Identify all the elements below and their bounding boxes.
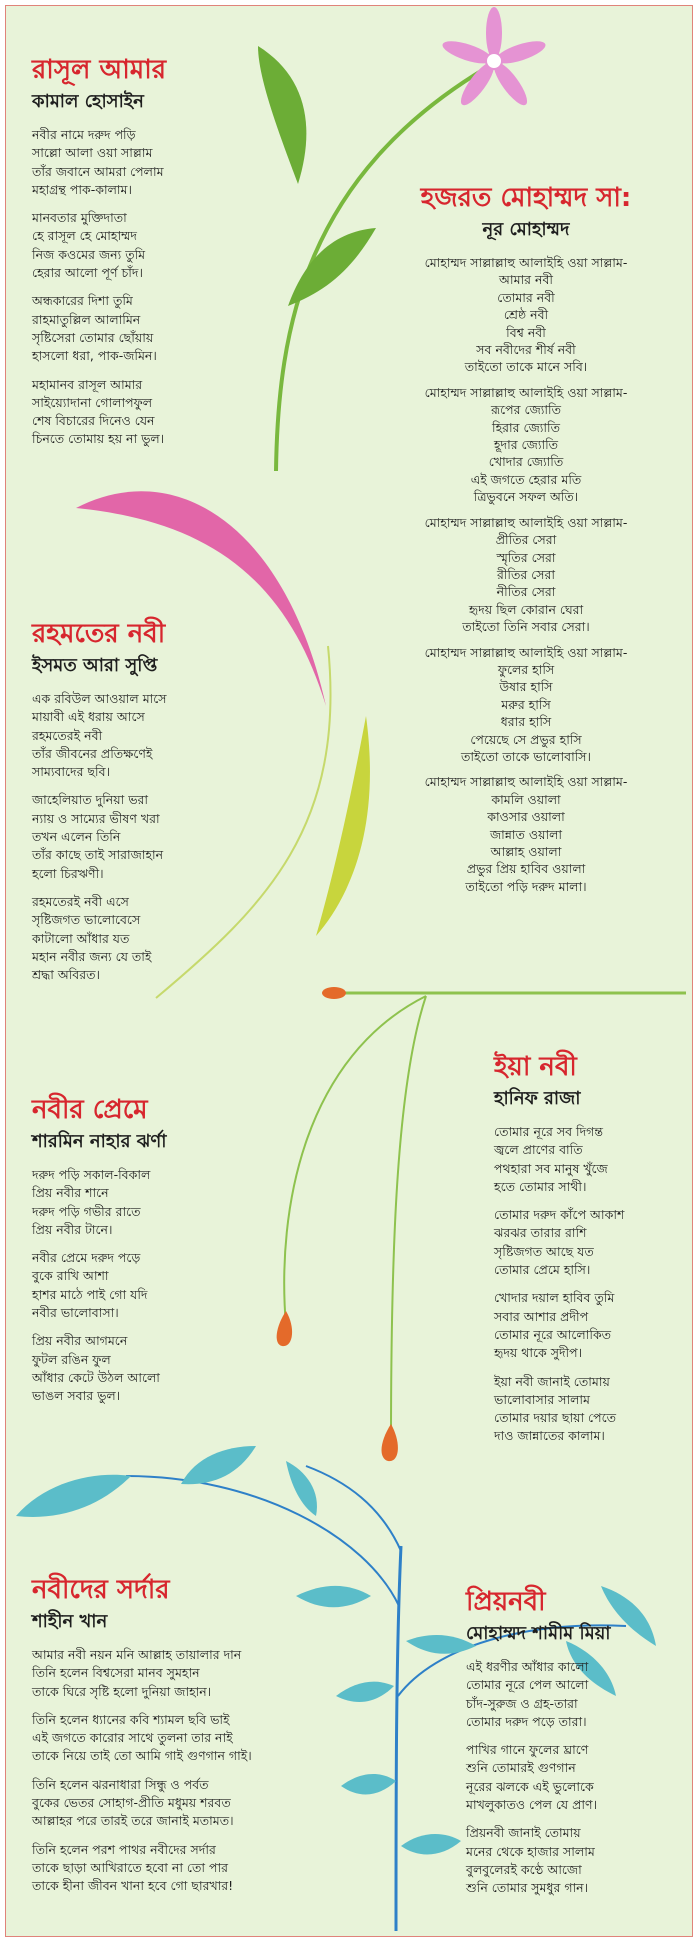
poem-line: কাওসার ওয়ালা bbox=[487, 809, 565, 825]
poem-stanza bbox=[32, 791, 167, 882]
poem-line: তাকে হীনা জীবন খানা হবে গো ছারখার! bbox=[32, 1878, 234, 1894]
poem-line: জাহেলিয়াত দুনিয়া ভরা bbox=[32, 792, 149, 808]
pink-flower-icon bbox=[440, 7, 548, 109]
poem-line: বুকে রাখি আশা bbox=[32, 1268, 109, 1284]
poem-line: মোহাম্মদ সাল্লাল্লাহু আলাইহি ওয়া সাল্লাম- bbox=[424, 644, 628, 660]
poem-stanza bbox=[366, 514, 686, 636]
teal-leaf-2 bbox=[181, 1446, 256, 1484]
poem-stanza bbox=[32, 1841, 252, 1896]
poem-line: তাইতো তিনি সবার সেরা। bbox=[462, 619, 590, 635]
poem-line: পেয়েছে সে প্রভুর হাসি bbox=[470, 731, 582, 747]
poem-line: আঁধার কেটে উঠল আলো bbox=[32, 1369, 160, 1385]
poem-line: উষার হাসি bbox=[499, 679, 553, 695]
teal-leaf-10 bbox=[401, 1834, 461, 1854]
poem-line: তাঁর জবানে আমরা পেলাম bbox=[32, 163, 164, 179]
poem-nabir-preme bbox=[32, 1094, 166, 1416]
poem-line: মহামানব রাসূল আমার bbox=[32, 376, 143, 392]
poem-line: প্রীতির সেরা bbox=[495, 532, 557, 548]
poem-title: নবীর প্রেমে bbox=[32, 1095, 148, 1125]
poem-stanza bbox=[32, 126, 166, 199]
poem-line: ধরার হাসি bbox=[500, 714, 552, 730]
poem-author: মোহাম্মদ শামীম মিয়া bbox=[466, 1623, 611, 1644]
poem-stanza bbox=[466, 1824, 611, 1897]
tree-branch-top bbox=[306, 1466, 401, 1551]
poem-author: ইসমত আরা সুপ্তি bbox=[32, 655, 158, 676]
poem-line: মোহাম্মদ সাল্লাল্লাহু আলাইহি ওয়া সাল্লাম- bbox=[424, 514, 628, 530]
poem-author: শারমিন নাহার ঝর্ণা bbox=[32, 1131, 167, 1152]
poem-line: জান্নাত ওয়ালা bbox=[489, 826, 563, 842]
poem-line: বিশ্ব নবী bbox=[506, 324, 546, 340]
poem-line: ফুটল রঙিন ফুল bbox=[32, 1351, 111, 1367]
poem-line: মোহাম্মদ সাল্লাল্লাহু আলাইহি ওয়া সাল্লাম- bbox=[424, 384, 628, 400]
poem-line: সাম্যবাদের ছবি। bbox=[32, 764, 111, 780]
poem-priyo-nabi bbox=[466, 1586, 611, 1908]
poem-line: তিনি হলেন বিশ্বসেরা মানব সুমহান bbox=[32, 1665, 200, 1681]
poem-line: তোমার দরুদ পড়ে তারা। bbox=[466, 1713, 587, 1729]
poem-line: প্রিয় নবীর শানে bbox=[32, 1185, 109, 1201]
poem-title: প্রিয়নবী bbox=[466, 1587, 546, 1617]
poem-line: মরুর হাসি bbox=[501, 696, 551, 712]
poem-stanza bbox=[494, 1289, 624, 1362]
poem-stanza bbox=[32, 209, 166, 282]
vine-branch-1 bbox=[284, 996, 426, 1326]
poem-line: তোমার নবী bbox=[497, 289, 555, 305]
poem-line: সৃষ্টিসেরা তোমার ছোঁয়ায় bbox=[32, 329, 154, 345]
poem-line: রহমতেরই নবী এসে bbox=[32, 893, 129, 909]
poem-line: তাঁর জীবনের প্রতিক্ষণেই bbox=[32, 745, 153, 761]
poem-line: বুকের ভেতর সোহাগ-প্রীতি মধুময় শরবত bbox=[32, 1795, 231, 1811]
poem-line: হে রাসূল হে মোহাম্মদ bbox=[32, 228, 137, 244]
poem-line: নবীর নামে দরুদ পড়ি bbox=[32, 127, 136, 142]
stem-leaf-bottom bbox=[288, 228, 376, 306]
poem-line: হূদার জ্যোতি bbox=[493, 437, 559, 453]
poem-line: তাইতো পড়ি দরুদ মালা। bbox=[465, 878, 587, 894]
poem-line: রূপের জ্যোতি bbox=[491, 402, 561, 418]
poem-line: চাঁদ-সুরুজ ও গ্রহ-তারা bbox=[466, 1695, 578, 1711]
poem-line: মনের থেকে হাজার সালাম bbox=[466, 1843, 595, 1859]
vine-branch-2 bbox=[391, 996, 426, 1441]
poem-line: খোদার দয়াল হাবিব তুমি bbox=[494, 1290, 615, 1306]
poem-line: প্রিয় নবীর টানে। bbox=[32, 1221, 113, 1237]
thin-stem bbox=[156, 646, 331, 998]
poem-line: প্রিয়নবী জানাই তোমায় bbox=[466, 1825, 581, 1841]
stem-leaf-top bbox=[258, 46, 306, 184]
poem-line: ঝরঝর তারার রাশি bbox=[494, 1225, 587, 1241]
poem-rahmoter-nabi bbox=[32, 618, 167, 994]
poem-title: হজরত মোহাম্মদ সা: bbox=[420, 183, 632, 213]
poem-line: সাইয়্যোদানা গোলাপফুল bbox=[32, 394, 153, 410]
poem-line: শুনি তোমার সুমধুর গান। bbox=[466, 1880, 589, 1896]
poem-nabider-sardar bbox=[32, 1574, 252, 1906]
poem-stanza bbox=[366, 644, 686, 766]
poem-author: শাহীন খান bbox=[32, 1611, 108, 1632]
poem-rasul-amar bbox=[32, 54, 166, 459]
poem-line: আমার নবী bbox=[499, 272, 553, 288]
poem-ya-nabi bbox=[494, 1051, 624, 1456]
poem-line: শ্রেষ্ঠ নবী bbox=[503, 307, 549, 323]
poem-line: বুলবুলেরই কণ্ঠে আজো bbox=[466, 1861, 582, 1877]
poem-line: শেষ বিচারের দিনেও যেন bbox=[32, 413, 155, 429]
poem-line: তাকে ছাড়া আখিরাতে হবো না তো পার bbox=[32, 1859, 228, 1875]
poem-stanza bbox=[32, 1776, 252, 1831]
poem-line: তিনি হলেন ধ্যানের কবি শ্যামল ছবি ভাই bbox=[32, 1711, 230, 1727]
teal-leaf-4 bbox=[296, 1586, 371, 1607]
poem-line: সৃষ্টিজগত আছে যত bbox=[494, 1243, 594, 1259]
poem-line: স্মৃতির সেরা bbox=[496, 549, 556, 565]
poem-author: হানিফ রাজা bbox=[494, 1088, 581, 1109]
poem-line: ত্রিভুবনে সফল অতি। bbox=[473, 489, 579, 505]
orange-drop-2 bbox=[382, 1424, 398, 1461]
poem-line: দাও জান্নাতের কালাম। bbox=[494, 1428, 605, 1444]
poem-line: ইয়া নবী জানাই তোমায় bbox=[494, 1373, 610, 1389]
poem-line: মহাগ্রন্থ পাক-কালাম। bbox=[32, 181, 132, 197]
poem-author: কামাল হোসাইন bbox=[32, 91, 144, 112]
poem-line: অন্ধকারের দিশা তুমি bbox=[32, 293, 133, 309]
poem-line: ভাঙল সবার ভুল। bbox=[32, 1388, 121, 1404]
poem-line: রহমতেরই নবী bbox=[32, 727, 103, 743]
poem-line: তোমার প্রেমে হাসি। bbox=[494, 1262, 591, 1278]
poem-author: নূর মোহাম্মদ bbox=[482, 219, 570, 240]
poem-line: নবীর প্রেমে দরুদ পড়ে bbox=[32, 1250, 141, 1266]
poem-line: নূরের ঝলকে এই ভুলোকে bbox=[466, 1778, 594, 1794]
poem-line: ফুলের হাসি bbox=[497, 661, 555, 677]
poem-line: হাশর মাঠে পাই গো যদি bbox=[32, 1286, 148, 1302]
poem-line: এক রবিউল আওয়াল মাসে bbox=[32, 691, 167, 706]
poem-stanza bbox=[32, 893, 167, 984]
poem-line: ভালোবাসার সালাম bbox=[494, 1391, 590, 1407]
poem-line: হতে তোমার সাথী। bbox=[494, 1178, 587, 1194]
poem-line: তাইতো তাকে মানে সবি। bbox=[464, 359, 588, 375]
poem-line: রাহমাতুল্লিল আলামিন bbox=[32, 311, 141, 327]
poem-line: দরুদ পড়ি গভীর রাতে bbox=[32, 1203, 141, 1219]
poem-hazrat-mohammad bbox=[366, 182, 686, 903]
poem-stanza bbox=[366, 384, 686, 506]
poem-line: মানবতার মুক্তিদাতা bbox=[32, 210, 127, 226]
poem-title: রহমতের নবী bbox=[32, 619, 166, 649]
poem-stanza bbox=[494, 1123, 624, 1196]
poem-line: তোমার নূরে পেল আলো bbox=[466, 1677, 589, 1693]
poem-line: তিনি হলেন ঝরনাধারা সিন্ধু ও পর্বত bbox=[32, 1776, 209, 1792]
poem-line: তাইতো তাকে ভালোবাসি। bbox=[460, 748, 592, 764]
poem-line: জ্বলে প্রাণের বাতি bbox=[494, 1142, 583, 1158]
poem-title: ইয়া নবী bbox=[494, 1052, 577, 1082]
poem-stanza bbox=[366, 773, 686, 895]
poem-stanza bbox=[366, 254, 686, 376]
poem-line: ন্যায় ও সাম্যের ভীষণ খরা bbox=[32, 810, 160, 826]
poem-line: মহান নবীর জন্য যে তাই bbox=[32, 948, 152, 964]
poem-line: চিনতে তোমায় হয় না ভুল। bbox=[32, 431, 165, 447]
poem-line: তাকে ঘিরে সৃষ্টি হলো দুনিয়া জাহান। bbox=[32, 1683, 212, 1699]
poem-line: আল্লাহর পরে তারই তরে জানাই মতামত। bbox=[32, 1813, 234, 1829]
poem-line: মোহাম্মদ সাল্লাল্লাহু আলাইহি ওয়া সাল্লাম- bbox=[424, 774, 628, 790]
poem-line: পাখির গানে ফুলের ঘ্রাণে bbox=[466, 1742, 589, 1758]
teal-leaf-1 bbox=[16, 1475, 131, 1517]
poem-line: তাঁর কাছে তাই সারাজাহান bbox=[32, 847, 164, 863]
poem-line: এই জগতে হেরার মতি bbox=[470, 471, 582, 487]
poem-line: নবীর ভালোবাসা। bbox=[32, 1305, 119, 1321]
poem-title: রাসূল আমার bbox=[32, 55, 167, 85]
poem-line: রীতির সেরা bbox=[496, 566, 556, 582]
poem-line: এই ধরণীর আঁধার কালো bbox=[466, 1659, 589, 1674]
poem-line: তোমার নূরে সব দিগন্ত bbox=[494, 1124, 603, 1139]
poem-line: খোদার জ্যোতি bbox=[488, 454, 564, 470]
poem-line: তোমার দয়ার ছায়া পেতে bbox=[494, 1410, 617, 1426]
teal-leaf-5 bbox=[336, 1682, 394, 1702]
orange-bud bbox=[322, 987, 346, 999]
poem-line: তাকে নিয়ে তাই তো আমি গাই গুণগান গাই। bbox=[32, 1748, 252, 1764]
poem-line: সব নবীদের শীর্ষ নবী bbox=[476, 342, 576, 358]
poem-stanza bbox=[494, 1206, 624, 1279]
poem-line: নীতির সেরা bbox=[496, 584, 556, 600]
poem-line: আল্লাহ ওয়ালা bbox=[490, 844, 562, 859]
poem-line: নিজ কওমের জন্য তুমি bbox=[32, 246, 146, 262]
poem-line: দরুদ পড়ি সকাল-বিকাল bbox=[32, 1167, 151, 1182]
yellow-leaf bbox=[316, 716, 370, 936]
poem-line: আমার নবী নয়ন মনি আল্লাহ তায়ালার দান bbox=[32, 1647, 242, 1662]
poem-stanza bbox=[466, 1658, 611, 1731]
poem-stanza bbox=[32, 1249, 166, 1322]
poem-line: তখন এলেন তিনি bbox=[32, 829, 121, 845]
poem-line: তোমার দরুদ কাঁপে আকাশ bbox=[494, 1207, 625, 1223]
poem-line: শ্রদ্ধা অবিরত। bbox=[32, 967, 100, 983]
poem-line: সবার আশার প্রদীপ bbox=[494, 1308, 589, 1324]
poem-stanza bbox=[32, 376, 166, 449]
poem-line: পথহারা সব মানুষ খুঁজে bbox=[494, 1160, 608, 1176]
poem-stanza bbox=[32, 1711, 252, 1766]
teal-leaf-9 bbox=[341, 1774, 396, 1794]
poem-line: হিরার জ্যোতি bbox=[492, 419, 560, 435]
poem-line: তোমার নূরে আলোকিত bbox=[494, 1326, 612, 1342]
poem-stanza bbox=[32, 1646, 252, 1701]
poem-stanza bbox=[32, 1332, 166, 1405]
poem-line: হেরার আলো পূর্ণ চাঁদ। bbox=[32, 265, 143, 281]
poem-stanza bbox=[466, 1741, 611, 1814]
poem-line: তিনি হলেন পরশ পাথর নবীদের সর্দার bbox=[32, 1841, 216, 1857]
poem-line: কামলি ওয়ালা bbox=[491, 791, 561, 807]
poem-line: হৃদয় থাকে সুদীপ। bbox=[494, 1345, 583, 1361]
poem-stanza bbox=[494, 1373, 624, 1446]
poem-line: মায়াবী এই ধরায় আসে bbox=[32, 709, 145, 725]
poem-stanza bbox=[32, 1166, 166, 1239]
poem-line: মোহাম্মদ সাল্লাল্লাহু আলাইহি ওয়া সাল্লাম- bbox=[424, 255, 628, 270]
poem-line: হৃদয় ছিল কোরান ঘেরা bbox=[468, 601, 584, 617]
poem-stanza bbox=[32, 292, 166, 365]
poem-line: সাল্লো আলা ওয়া সাল্লাম bbox=[32, 145, 153, 161]
poem-line: প্রভুর প্রিয় হাবিব ওয়ালা bbox=[466, 861, 586, 877]
magazine-page bbox=[5, 5, 693, 1937]
orange-drop-1 bbox=[277, 1311, 292, 1346]
poem-stanza bbox=[32, 690, 167, 781]
poem-line: প্রিয় নবীর আগমনে bbox=[32, 1333, 128, 1349]
poem-line: কাটালো আঁধার যত bbox=[32, 930, 130, 946]
poem-line: এই জগতে কারোর সাথে তুলনা তার নাই bbox=[32, 1730, 233, 1746]
poem-title: নবীদের সর্দার bbox=[32, 1575, 170, 1605]
poem-line: সৃষ্টিজগত ভালোবেসে bbox=[32, 912, 141, 928]
poem-line: মাখলুকাতও পেল যে প্রাণ। bbox=[466, 1797, 598, 1813]
poem-line: শুনি তোমারই গুণগান bbox=[466, 1760, 576, 1776]
poem-line: হাসলো ধরা, পাক-জমিন। bbox=[32, 348, 157, 364]
poem-line: হলো চিরঋণী। bbox=[32, 865, 104, 881]
